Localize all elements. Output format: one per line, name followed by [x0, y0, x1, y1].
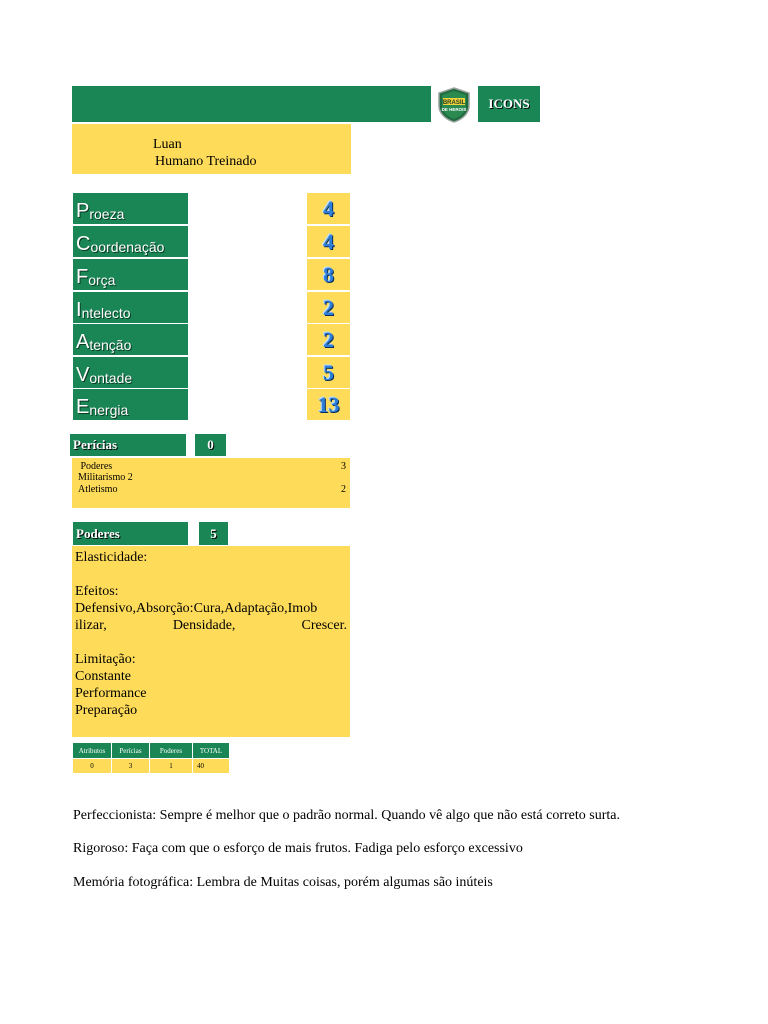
- limitation-item: Constante: [75, 669, 131, 684]
- limitation-item: Performance: [75, 686, 147, 701]
- logo-text-top: BRASIL: [442, 100, 466, 106]
- trait-text: Rigoroso: Faça com que o esforço de mais frutos. Fadiga pelo esforço excessivo: [73, 841, 523, 856]
- attribute-value-energia: 13: [307, 389, 350, 420]
- attribute-label-vontade: V ontade: [73, 357, 188, 388]
- skills-label: Perícias: [70, 434, 186, 456]
- character-name-box: [72, 124, 351, 174]
- attribute-value-vontade: 5: [307, 357, 350, 388]
- attribute-label-forca: F orça: [73, 259, 188, 290]
- powers-description: [72, 546, 350, 737]
- brasil-de-herois-logo: [436, 87, 472, 123]
- limitation-label: Limitação:: [75, 652, 136, 667]
- attribute-label-atencao: A tenção: [73, 324, 188, 355]
- totals-value: 40: [193, 759, 229, 773]
- effects-label: Efeitos:: [75, 584, 119, 599]
- totals-value: 0: [73, 759, 111, 773]
- effects-line: Defensivo,Absorção:Cura,Adaptação,Imob: [75, 601, 318, 616]
- attribute-label-coordenacao: C oordenação: [73, 226, 188, 257]
- effects-line: ilizar, Densidade, Crescer.: [75, 618, 347, 633]
- limitation-item: Preparação: [75, 703, 138, 718]
- character-type: Humano Treinado: [155, 154, 257, 169]
- attribute-label-energia: E nergia: [73, 389, 188, 420]
- powers-label: Poderes: [73, 522, 188, 545]
- totals-header: Perícias: [112, 743, 149, 758]
- skills-list: [72, 458, 350, 508]
- totals-value: 1: [150, 759, 192, 773]
- attribute-label-intelecto: I ntelecto: [73, 292, 188, 323]
- attribute-value-atencao: 2: [307, 324, 350, 355]
- totals-header: TOTAL: [193, 743, 229, 758]
- character-name: Luan: [153, 137, 182, 152]
- totals-header: Atributos: [73, 743, 111, 758]
- skill-row: Atletismo 2: [78, 484, 346, 495]
- header-bar: [72, 86, 431, 122]
- attribute-label-proeza: P roeza: [73, 193, 188, 224]
- attribute-value-forca: 8: [307, 259, 350, 290]
- attribute-value-intelecto: 2: [307, 292, 350, 323]
- skill-row: Militarismo 2: [78, 472, 133, 483]
- trait-text: Memória fotográfica: Lembra de Muitas coisas, porém algumas são inúteis: [73, 875, 493, 890]
- power-title: Elasticidade:: [75, 550, 148, 565]
- attribute-value-proeza: 4: [307, 193, 350, 224]
- skill-row: Poderes 3: [78, 461, 346, 472]
- icons-title: ICONS: [478, 86, 540, 122]
- trait-text: Perfeccionista: Sempre é melhor que o padrão normal. Quando vê algo que não está correto surta.: [73, 808, 620, 823]
- logo-text-bottom: DE HEROIS: [441, 107, 467, 112]
- totals-value: 3: [112, 759, 149, 773]
- skills-count: 0: [195, 434, 226, 456]
- powers-count: 5: [199, 522, 228, 545]
- totals-header: Poderes: [150, 743, 192, 758]
- attribute-value-coordenacao: 4: [307, 226, 350, 257]
